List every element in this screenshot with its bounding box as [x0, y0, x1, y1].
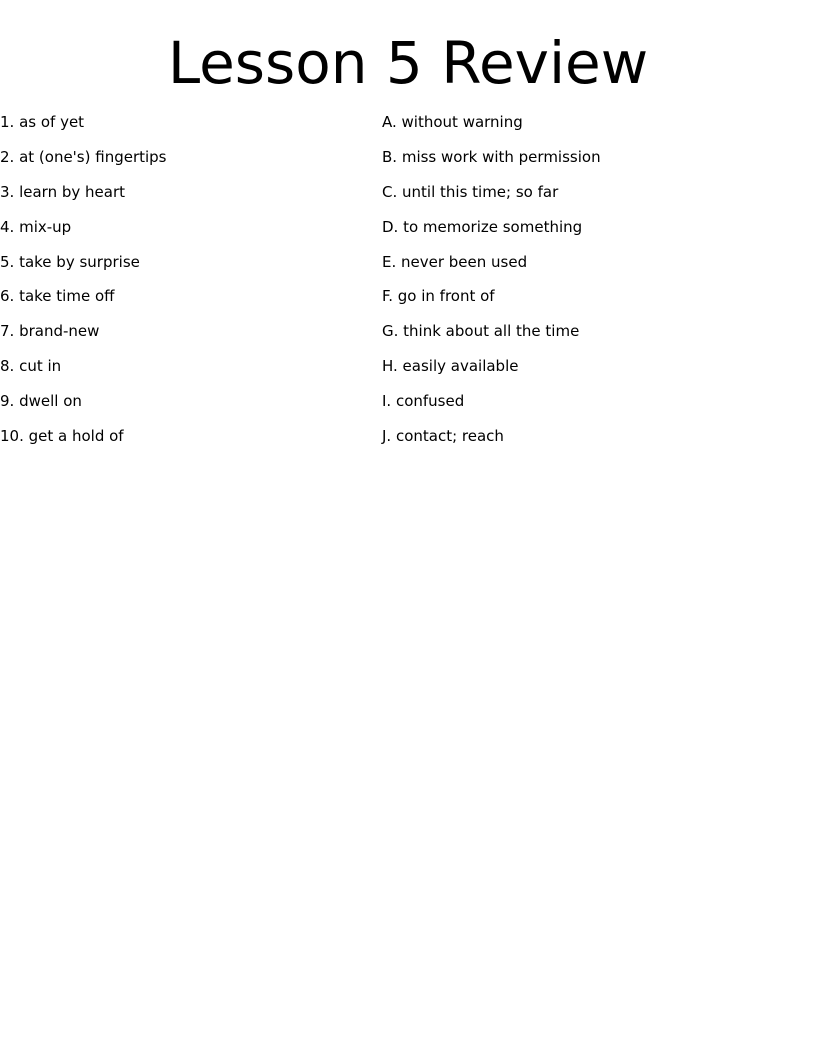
- term-item: 7. brand-new: [0, 322, 100, 341]
- term-item: 10. get a hold of: [0, 427, 124, 446]
- definition-item: F. go in front of: [382, 287, 495, 306]
- term-item: 9. dwell on: [0, 392, 82, 411]
- definitions-list: [382, 111, 802, 460]
- definition-item: G. think about all the time: [382, 322, 580, 341]
- term-item: 5. take by surprise: [0, 252, 140, 271]
- term-item: 2. at (one's) fingertips: [0, 147, 167, 166]
- definition-item: E. never been used: [382, 252, 528, 271]
- definition-item: B. miss work with permission: [382, 147, 601, 166]
- definition-item: H. easily available: [382, 357, 519, 376]
- definition-item: J. contact; reach: [382, 427, 504, 446]
- definition-item: A. without warning: [382, 113, 523, 131]
- page-title: Lesson 5 Review: [167, 29, 649, 97]
- term-item: 3. learn by heart: [0, 182, 125, 201]
- definition-item: C. until this time; so far: [382, 182, 559, 201]
- term-item: 6. take time off: [0, 287, 115, 306]
- definition-item: I. confused: [382, 392, 465, 411]
- terms-list: [0, 111, 370, 460]
- term-item: 8. cut in: [0, 357, 62, 376]
- term-item: 1. as of yet: [0, 113, 85, 131]
- term-item: 4. mix-up: [0, 217, 72, 236]
- definition-item: D. to memorize something: [382, 217, 583, 236]
